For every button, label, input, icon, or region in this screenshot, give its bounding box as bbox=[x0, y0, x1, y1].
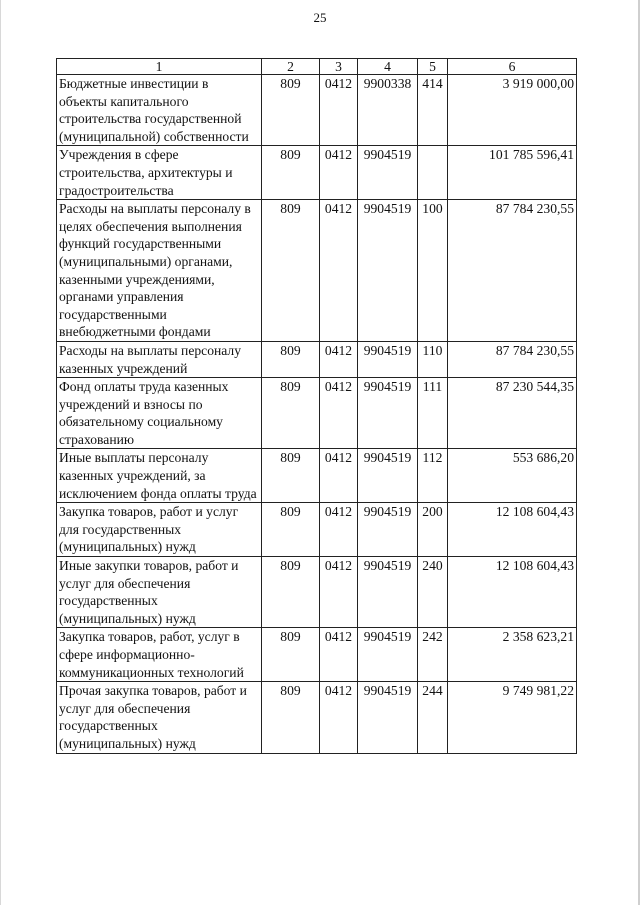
table-row bbox=[57, 200, 577, 342]
department-code-cell: 809 bbox=[262, 341, 320, 377]
department-code-cell: 809 bbox=[262, 378, 320, 449]
amount-cell: 3 919 000,00 bbox=[448, 75, 577, 146]
expense-name-cell: Прочая закупка товаров, работ и услуг для обеспечения государственных (муниципальных) нужд bbox=[57, 682, 262, 753]
department-code-cell: 809 bbox=[262, 75, 320, 146]
target-article-cell: 9904519 bbox=[358, 146, 418, 200]
column-header: 4 bbox=[358, 59, 418, 75]
target-article-cell: 9904519 bbox=[358, 557, 418, 628]
section-code-cell: 0412 bbox=[320, 682, 358, 753]
column-header: 3 bbox=[320, 59, 358, 75]
expense-name-cell: Расходы на выплаты персоналу в целях обеспечения выполнения функций государственными (муниципальными) органами, казенными учреждениями, органами управления государственными внебюджетными фондами bbox=[57, 200, 262, 342]
table-row bbox=[57, 449, 577, 503]
amount-cell: 553 686,20 bbox=[448, 449, 577, 503]
section-code-cell: 0412 bbox=[320, 628, 358, 682]
expense-name-cell: Закупка товаров, работ и услуг для государственных (муниципальных) нужд bbox=[57, 503, 262, 557]
scan-left-edge bbox=[0, 0, 1, 905]
expense-type-cell: 111 bbox=[418, 378, 448, 449]
expense-type-cell: 244 bbox=[418, 682, 448, 753]
table-row bbox=[57, 557, 577, 628]
section-code-cell: 0412 bbox=[320, 449, 358, 503]
department-code-cell: 809 bbox=[262, 146, 320, 200]
section-code-cell: 0412 bbox=[320, 503, 358, 557]
amount-cell: 87 784 230,55 bbox=[448, 200, 577, 342]
expense-name-cell: Расходы на выплаты персоналу казенных учреждений bbox=[57, 341, 262, 377]
budget-table bbox=[56, 58, 577, 754]
department-code-cell: 809 bbox=[262, 503, 320, 557]
department-code-cell: 809 bbox=[262, 449, 320, 503]
page-number: 25 bbox=[313, 10, 327, 25]
expense-type-cell: 112 bbox=[418, 449, 448, 503]
target-article-cell: 9904519 bbox=[358, 682, 418, 753]
target-article-cell: 9904519 bbox=[358, 449, 418, 503]
table-row bbox=[57, 628, 577, 682]
expense-type-cell: 200 bbox=[418, 503, 448, 557]
target-article-cell: 9904519 bbox=[358, 378, 418, 449]
department-code-cell: 809 bbox=[262, 682, 320, 753]
section-code-cell: 0412 bbox=[320, 378, 358, 449]
amount-cell: 87 784 230,55 bbox=[448, 341, 577, 377]
expense-type-cell: 110 bbox=[418, 341, 448, 377]
expense-name-cell: Фонд оплаты труда казенных учреждений и взносы по обязательному социальному страхованию bbox=[57, 378, 262, 449]
expense-name-cell: Учреждения в сфере строительства, архитектуры и градостроительства bbox=[57, 146, 262, 200]
target-article-cell: 9904519 bbox=[358, 628, 418, 682]
expense-name-cell: Закупка товаров, работ, услуг в сфере информационно-коммуникационных технологий bbox=[57, 628, 262, 682]
expense-type-cell: 414 bbox=[418, 75, 448, 146]
amount-cell: 12 108 604,43 bbox=[448, 557, 577, 628]
table-row bbox=[57, 75, 577, 146]
department-code-cell: 809 bbox=[262, 557, 320, 628]
amount-cell: 87 230 544,35 bbox=[448, 378, 577, 449]
column-header: 5 bbox=[418, 59, 448, 75]
expense-type-cell bbox=[418, 146, 448, 200]
amount-cell: 2 358 623,21 bbox=[448, 628, 577, 682]
target-article-cell: 9904519 bbox=[358, 503, 418, 557]
target-article-cell: 9904519 bbox=[358, 200, 418, 342]
expense-name-cell: Иные закупки товаров, работ и услуг для обеспечения государственных (муниципальных) нужд bbox=[57, 557, 262, 628]
table-row bbox=[57, 378, 577, 449]
table-row bbox=[57, 503, 577, 557]
table-row bbox=[57, 341, 577, 377]
column-header: 6 bbox=[448, 59, 577, 75]
table-header-row bbox=[57, 59, 577, 75]
target-article-cell: 9900338 bbox=[358, 75, 418, 146]
column-header: 1 bbox=[57, 59, 262, 75]
expense-name-cell: Бюджетные инвестиции в объекты капитального строительства государственной (муниципальной) собственности bbox=[57, 75, 262, 146]
expense-name-cell: Иные выплаты персоналу казенных учреждений, за исключением фонда оплаты труда bbox=[57, 449, 262, 503]
department-code-cell: 809 bbox=[262, 628, 320, 682]
amount-cell: 101 785 596,41 bbox=[448, 146, 577, 200]
amount-cell: 9 749 981,22 bbox=[448, 682, 577, 753]
target-article-cell: 9904519 bbox=[358, 341, 418, 377]
section-code-cell: 0412 bbox=[320, 200, 358, 342]
column-header: 2 bbox=[262, 59, 320, 75]
table-row bbox=[57, 682, 577, 753]
department-code-cell: 809 bbox=[262, 200, 320, 342]
amount-cell: 12 108 604,43 bbox=[448, 503, 577, 557]
section-code-cell: 0412 bbox=[320, 75, 358, 146]
table-row bbox=[57, 146, 577, 200]
section-code-cell: 0412 bbox=[320, 341, 358, 377]
section-code-cell: 0412 bbox=[320, 557, 358, 628]
expense-type-cell: 242 bbox=[418, 628, 448, 682]
expense-type-cell: 240 bbox=[418, 557, 448, 628]
section-code-cell: 0412 bbox=[320, 146, 358, 200]
expense-type-cell: 100 bbox=[418, 200, 448, 342]
